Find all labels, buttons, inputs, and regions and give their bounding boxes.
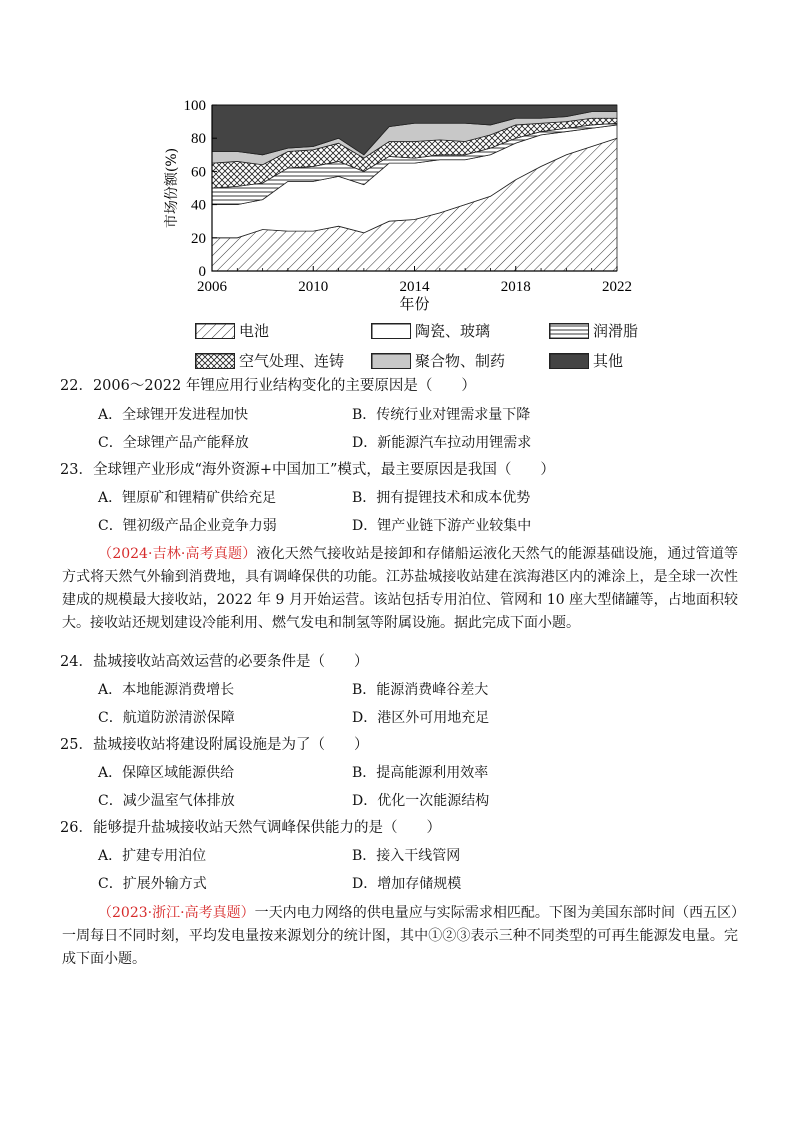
option-24-c[interactable]: C．航道防淤清淤保障 xyxy=(98,710,235,726)
passage-text: 一天内电力网络的供电量应与实际需求相匹配。下图为美国东部时间（西五区）一周每日不同时刻，平均发电量按来源划分的统计图，其中①②③表示三种不同类型的可再生能源发电量。完成下面小题。 xyxy=(62,905,739,967)
option-22-a[interactable]: A．全球锂开发进程加快 xyxy=(98,407,249,423)
y-tick-label: 20 xyxy=(191,230,206,247)
legend-swatch-lightgray xyxy=(371,353,411,369)
legend-label: 聚合物、制药 xyxy=(415,352,506,370)
option-25-a[interactable]: A．保障区域能源供给 xyxy=(98,765,235,781)
option-23-d[interactable]: D．锂产业链下游产业较集中 xyxy=(352,518,532,534)
y-tick-label: 80 xyxy=(191,131,206,148)
legend-swatch-cross xyxy=(195,353,235,369)
option-26-c[interactable]: C．扩展外输方式 xyxy=(98,876,207,892)
legend-label: 陶瓷、玻璃 xyxy=(415,322,491,340)
question-25: 25．盐城接收站将建设附属设施是为了（ ） xyxy=(60,737,369,753)
question-23: 23．全球锂产业形成“海外资源+中国加工”模式，最主要原因是我国（ ） xyxy=(60,462,555,478)
legend-swatch-dark xyxy=(549,353,589,369)
passage-source: （2024·吉林·高考真题） xyxy=(98,546,257,562)
legend-item-other xyxy=(549,350,623,371)
option-26-b[interactable]: B．接入干线管网 xyxy=(352,848,461,864)
y-tick-label: 0 xyxy=(198,264,206,280)
legend-label: 润滑脂 xyxy=(593,322,639,340)
legend-label: 其他 xyxy=(593,352,624,370)
option-23-b[interactable]: B．拥有提锂技术和成本优势 xyxy=(352,490,531,506)
legend-label: 电池 xyxy=(239,322,270,340)
chart-legend xyxy=(195,320,695,372)
passage-source: （2023·浙江·高考真题） xyxy=(98,905,255,921)
x-tick-label: 2022 xyxy=(602,279,632,295)
legend-label: 空气处理、连铸 xyxy=(239,352,345,370)
option-24-a[interactable]: A．本地能源消费增长 xyxy=(98,682,235,698)
legend-item-grease xyxy=(549,320,638,341)
option-23-c[interactable]: C．锂初级产品企业竞争力弱 xyxy=(98,518,277,534)
option-26-a[interactable]: A．扩建专用泊位 xyxy=(98,848,207,864)
legend-swatch-diag xyxy=(195,323,235,339)
option-26-d[interactable]: D．增加存储规模 xyxy=(352,876,462,892)
x-tick-label: 2006 xyxy=(197,279,227,295)
x-tick-label: 2014 xyxy=(399,279,430,295)
passage-text: 液化天然气接收站是接卸和存储船运液化天然气的能源基础设施，通过管道等方式将天然气外输到消费地，具有调峰保供的功能。江苏盐城接收站建在滨海港区内的滩涂上，是全球一次性建成的规模最大接收站，2022 年 9 月开始运营。该站包括专用泊位、管网和 10 座大型储罐等，占地面积较大。接收站还规划建设冷能利用、燃气发电和制氢等附属设施。据此完成下面小题。 xyxy=(62,546,739,631)
legend-item-polymer xyxy=(371,350,505,371)
y-tick-label: 100 xyxy=(183,98,206,114)
lithium-market-share-chart xyxy=(150,90,650,320)
option-24-d[interactable]: D．港区外可用地充足 xyxy=(352,710,490,726)
passage-jilin-2024 xyxy=(62,543,738,635)
x-tick-label: 2018 xyxy=(500,279,531,295)
option-23-a[interactable]: A．锂原矿和锂精矿供给充足 xyxy=(98,490,277,506)
x-axis-label: 年份 xyxy=(399,295,430,313)
option-22-b[interactable]: B．传统行业对锂需求量下降 xyxy=(352,407,531,423)
option-25-b[interactable]: B．提高能源利用效率 xyxy=(352,765,489,781)
y-axis-label: 市场份额(%) xyxy=(164,147,180,229)
legend-item-ceramics xyxy=(371,320,490,341)
legend-swatch-hlines xyxy=(549,323,589,339)
x-tick-label: 2010 xyxy=(298,279,329,295)
option-24-b[interactable]: B．能源消费峰谷差大 xyxy=(352,682,489,698)
question-26: 26．能够提升盐城接收站天然气调峰保供能力的是（ ） xyxy=(60,820,441,836)
y-tick-label: 60 xyxy=(191,164,206,181)
question-22: 22．2006～2022 年锂应用行业结构变化的主要原因是（ ） xyxy=(60,378,476,394)
passage-zhejiang-2023 xyxy=(62,902,738,971)
option-22-d[interactable]: D．新能源汽车拉动用锂需求 xyxy=(352,435,532,451)
option-22-c[interactable]: C．全球锂产品产能释放 xyxy=(98,435,249,451)
legend-item-air xyxy=(195,350,344,371)
option-25-c[interactable]: C．减少温室气体排放 xyxy=(98,793,235,809)
y-tick-label: 40 xyxy=(191,197,206,214)
question-24: 24．盐城接收站高效运营的必要条件是（ ） xyxy=(60,654,369,670)
option-25-d[interactable]: D．优化一次能源结构 xyxy=(352,793,490,809)
legend-item-battery xyxy=(195,320,269,341)
legend-swatch-white xyxy=(371,323,411,339)
